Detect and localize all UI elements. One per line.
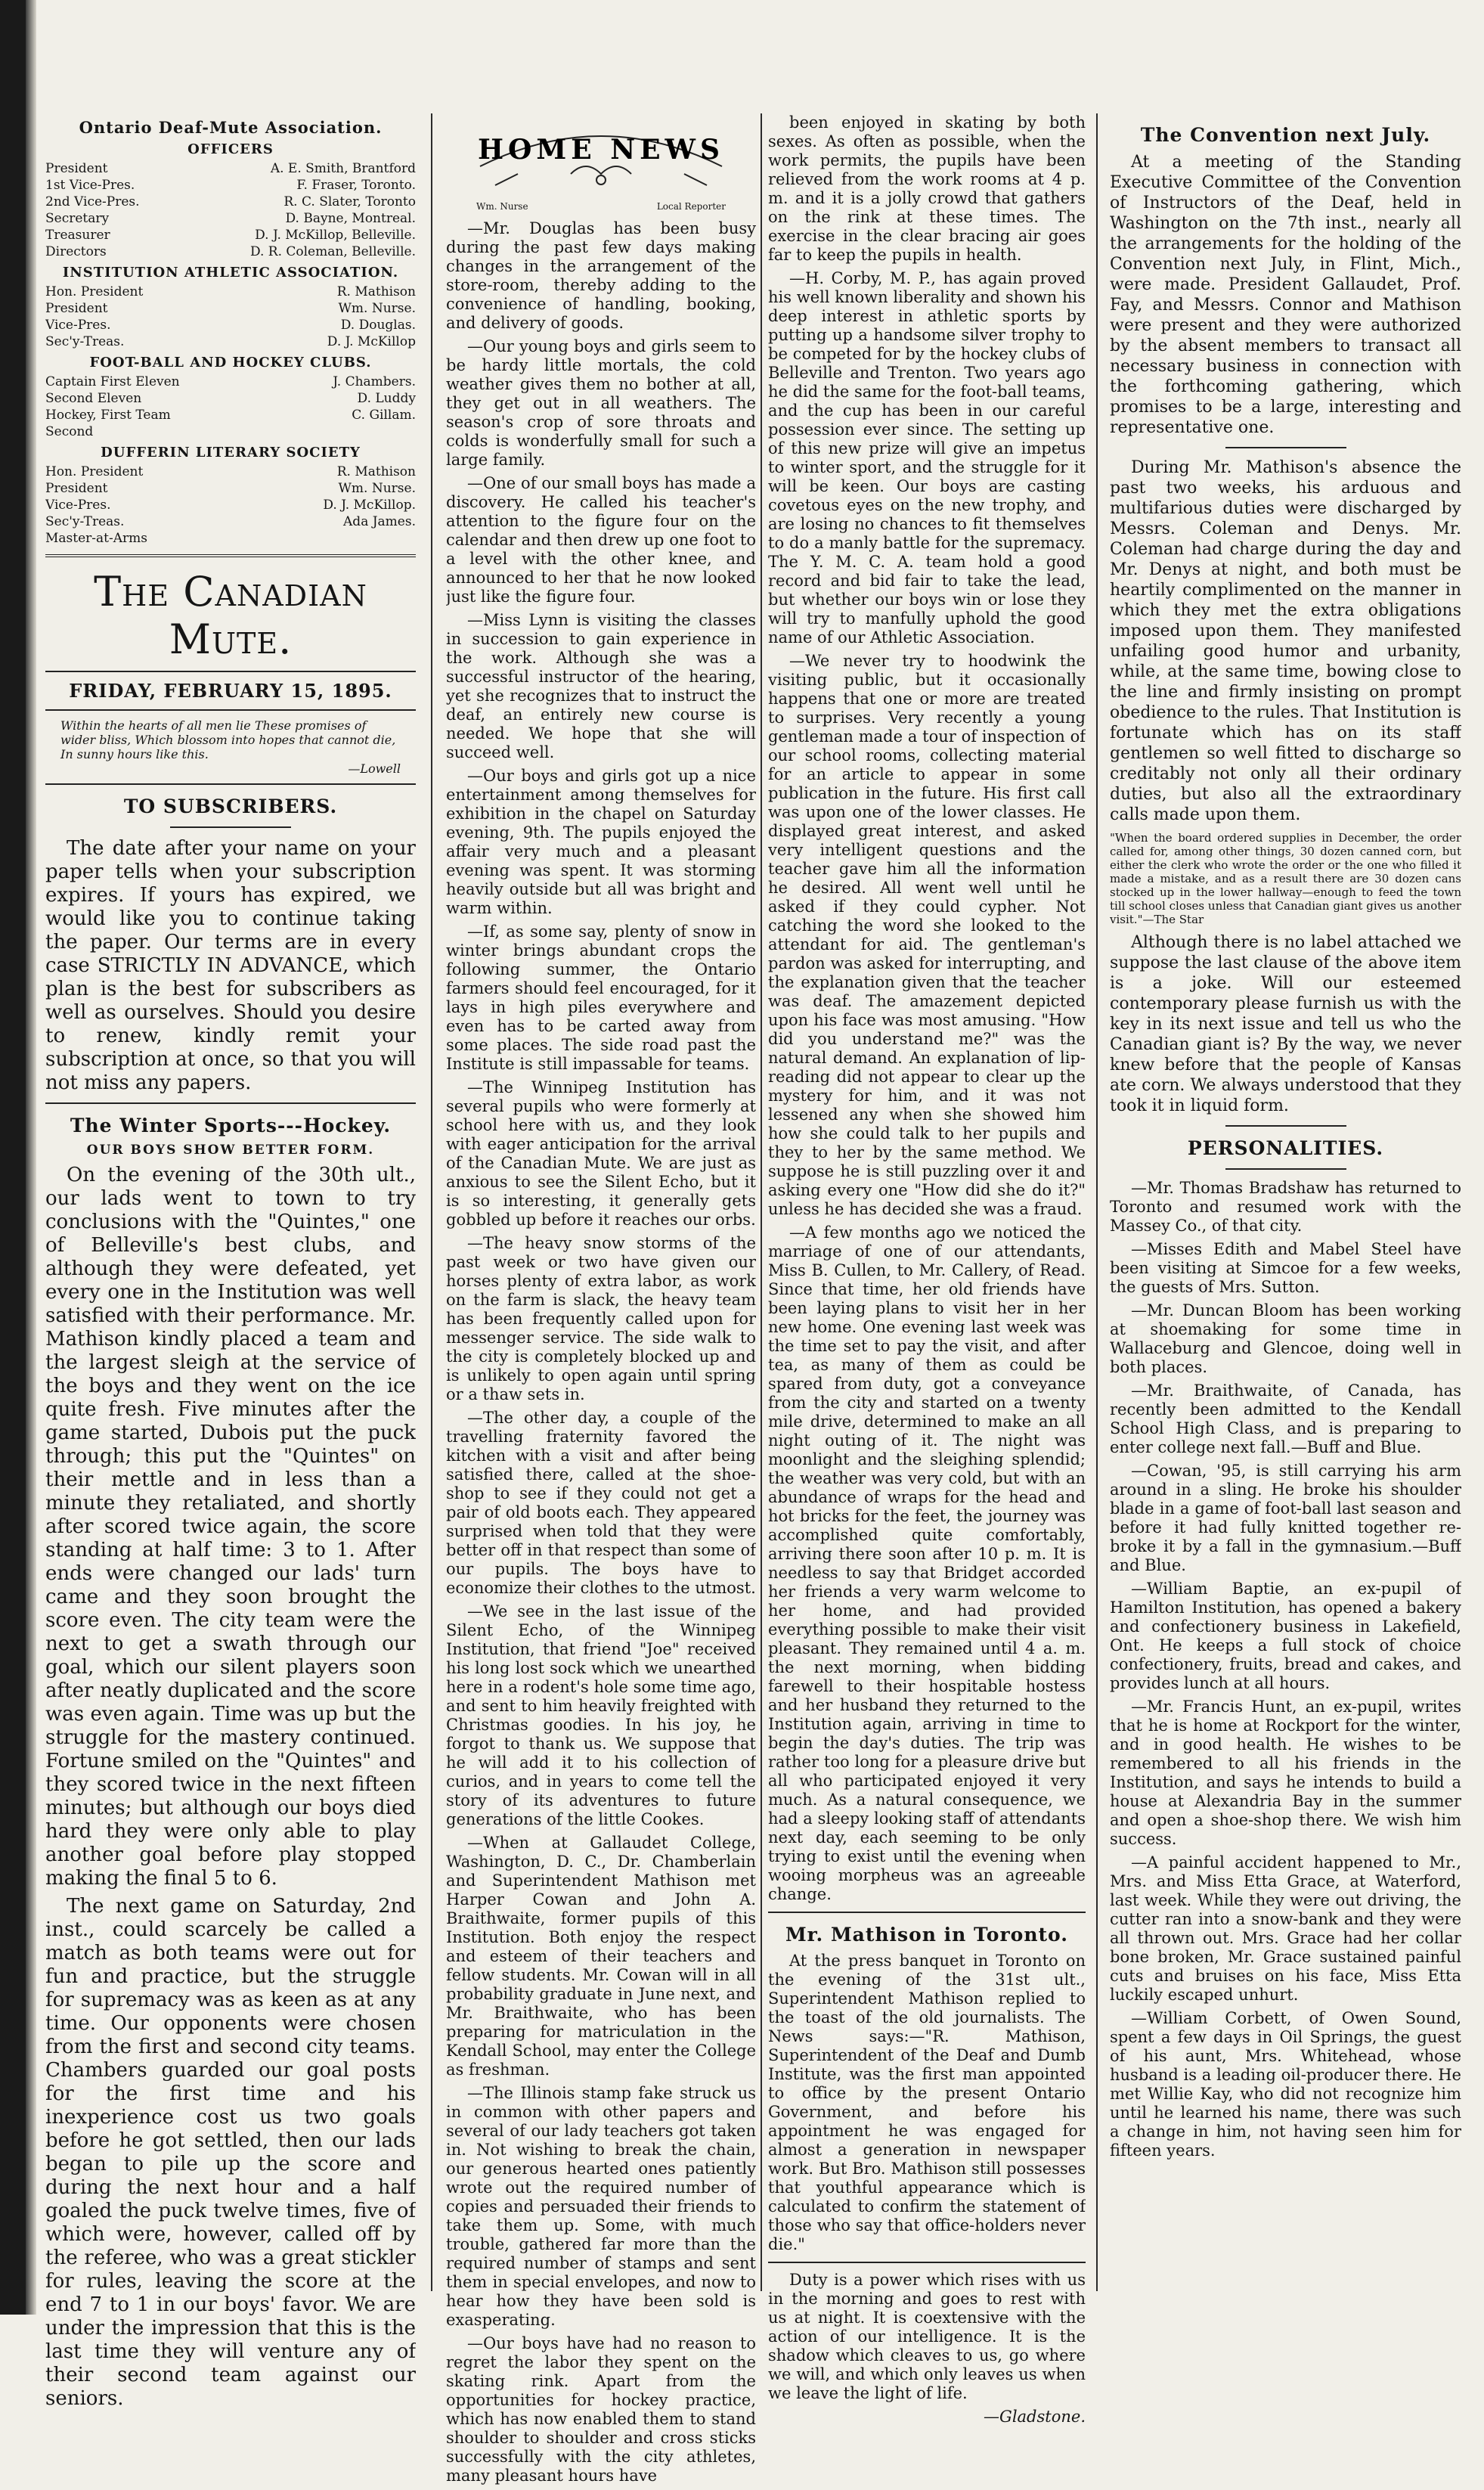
news-item: —One of our small boys has made a discovery. He called his teacher's attention to the figure four on the calendar and then drew up one foot to a level with the other knee, and announced to her that he now looked just like the figure four.	[446, 474, 756, 606]
column-4	[1110, 113, 1461, 2165]
personality-item: —Mr. Thomas Bradshaw has returned to Toronto and resumed work with the Massey Co., of that city.	[1110, 1179, 1461, 1235]
news-item: been enjoyed in skating by both sexes. As often as possible, when the work permits, the pupils have been relieved from the work rooms at 4 p. m. and it is a jolly crowd that gathers on the rink at these times. The exercise in the clear bracing air goes far to keep the pupils in health.	[768, 113, 1086, 264]
officer-row	[45, 177, 416, 194]
association-title: Ontario Deaf-Mute Association.	[79, 118, 383, 137]
officer-role: Hon. President	[45, 284, 144, 299]
star-quote: "When the board ordered supplies in December, the order called for, among other things, 30 dozen canned corn, but either the clerk who wrote the order or the one who filled it made a mistake, and as a result there are 30 dozen cans stocked up in the lower hallway—enough to feed the town till school closes unless that Canadian giant gives us another visit."—The Star	[1110, 831, 1461, 926]
news-item: —Our young boys and girls seem to be hardy little mortals, the cold weather gives them no bother at all, they get out in all weathers. The season's crop of sore throats and colds is wonderfully small for such a large family.	[446, 337, 756, 469]
news-item: —The heavy snow storms of the past week or two have given our horses plenty of extra labor, as work on the farm is slack, the heavy team has been frequently called upon for messenger service. The side walk to the city is completely blocked up and is unlikely to open again until spring or a thaw sets in.	[446, 1234, 756, 1403]
page-binding	[0, 0, 26, 2315]
divider	[45, 1102, 416, 1104]
banner-right-caption: Local Reporter	[656, 201, 726, 212]
officer-name: C. Gillam.	[352, 408, 416, 423]
officer-row	[45, 390, 416, 407]
officer-role: 2nd Vice-Pres.	[45, 194, 140, 209]
officer-name: J. Chambers.	[333, 374, 416, 389]
news-item: —If, as some say, plenty of snow in winter brings abundant crops the following summer, the Ontario farmers should feel encouraged, for it lays in high piles everywhere and even has to be carted away from some places. The side road past the Institute is still impassable for teams.	[446, 923, 756, 1073]
divider	[45, 783, 416, 785]
divider	[768, 1912, 1086, 1913]
page-binding-shadow	[26, 0, 36, 2315]
officer-name: Ada James.	[343, 514, 416, 529]
officer-name: D. J. McKillop.	[323, 498, 416, 513]
divider	[768, 2262, 1086, 2263]
personalities-heading: PERSONALITIES.	[1187, 1137, 1384, 1159]
news-item: —We never try to hoodwink the visiting public, but it occasionally happens that one or more are treated to surprises. Very recently a young gentleman made a tour of inspection of our school rooms, collecting material for an article to appear in some publication in the future. His first call was upon one of the lower classes. He displayed great interest, and asked very intelligent questions and the teacher gave him all the information he desired. All went well until he asked if they could cypher. Not catching the word she looked to the attendant for aid. The gentleman's pardon was asked for interrupting, and the explanation given that the teacher was deaf. The amazement depicted upon his face was most amusing. "How did you understand me?" was the natural demand. An explanation of lip-reading did not appear to clear up the mystery for him, and it was not lessened any when she showed him how she could talk to her pupils and they to her by the same method. We suppose he is still puzzling over it and asking every one "How did she do it?" unless he has decided she was a fraud.	[768, 652, 1086, 1218]
officer-role: Second Eleven	[45, 391, 142, 406]
divider	[1225, 447, 1346, 448]
officer-row	[45, 194, 416, 210]
toronto-heading: Mr. Mathison in Toronto.	[785, 1924, 1068, 1946]
athletic-heading: INSTITUTION ATHLETIC ASSOCIATION.	[62, 265, 399, 281]
officer-row	[45, 300, 416, 317]
officer-role: Captain First Eleven	[45, 374, 180, 389]
divider	[45, 554, 416, 557]
football-heading: FOOT-BALL AND HOCKEY CLUBS.	[89, 355, 372, 371]
personality-item: —William Corbett, of Owen Sound, spent a few days in Oil Springs, the guest of his aunt, Mrs. Whitehead, whose husband is a leading oil-producer there. He met Willie Kay, who did not recognize him until he learned his name, there was such a change in him, not having seen him for fifteen years.	[1110, 2009, 1461, 2160]
motto-verse	[60, 718, 401, 776]
news-item: —Our boys and girls got up a nice entertainment among themselves for exhibition in the chapel on Saturday evening, 9th. The pupils enjoyed the affair very much and a pleasant evening was spent. It was storming heavily outside but all was bright and warm within.	[446, 767, 756, 917]
officer-name: D. Douglas.	[340, 318, 416, 333]
sports-paragraph: On the evening of the 30th ult., our lads went to town to try conclusions with the "Quintes," one of Belleville's best clubs, and although they were defeated, yet every one in the Institution was well satisfied with their performance. Mr. Mathison kindly placed a team and the largest sleigh at the service of the boys and they went on the ice quite fresh. Five minutes after the game started, Dubois put the puck through; this put the "Quintes" on their mettle and in less than a minute they retaliated, and shortly after scored twice again, the score standing at half time: 3 to 1. After ends were changed our lads' turn came and they soon brought the score even. The city team were the next to get a swath through our goal, which our silent players soon after neatly duplicated and the score was even again. Time was up but the struggle for the mastery continued. Fortune smiled on the "Quintes" and they scored twice in the next fifteen minutes; but although our boys died hard they were only able to play another goal before play stopped making the final 5 to 6.	[45, 1164, 416, 1890]
sports-heading: The Winter Sports---Hockey.	[70, 1115, 392, 1136]
association-officers	[45, 118, 416, 547]
column-1	[45, 113, 416, 2415]
convention-paragraph: At a meeting of the Standing Executive Committee of the Convention of Instructors of the Deaf, held in Washington on the 7th inst., nearly all the arrangements for the holding of the Convention next July, in Flint, Mich., were made. President Gallaudet, Prof. Fay, and Messrs. Connor and Mathison were present and they were authorized by the absent members to transact all necessary business in connection with the forthcoming gathering, which promises to be a large, interesting and representative one.	[1110, 153, 1461, 437]
banner-caption	[446, 201, 756, 212]
sports-paragraph: The next game on Saturday, 2nd inst., could scarcely be called a match as both teams were out for fun and practice, but the struggle for supremacy was as keen as at any time. Our opponents were chosen from the first and second city teams. Chambers guarded our goal posts for the first time and his inexperience cost us two goals before he got settled, then our lads began to pile up the score and during the next hour and a half goaled the puck twelve times, five of which were, however, called off by the referee, who was a great stickler for rules, leaving the score at the end 7 to 1 in our boys' favor. We are under the impression that this is the last time they will venture any of their second team against our seniors.	[45, 1895, 416, 2410]
news-item: —The other day, a couple of the travelling fraternity favored the kitchen with a visit and after being satisfied there, called at the shoe-shop to see if they could not get a pair of old boots each. They appeared surprised when told that they were better off in that respect than some of our pupils. The boys have to economize their clothes to the utmost.	[446, 1409, 756, 1597]
officer-row	[45, 513, 416, 530]
personality-item: —Misses Edith and Mabel Steel have been visiting at Simcoe for a few weeks, the guests of Mrs. Sutton.	[1110, 1240, 1461, 1296]
convention-heading: The Convention next July.	[1140, 124, 1431, 146]
news-item: —When at Gallaudet College, Washington, D. C., Dr. Chamberlain and Superintendent Mathison met Harper Cowan and John A. Braithwaite, former pupils of this Institution. Both enjoy the respect and esteem of their teachers and fellow students. Mr. Cowan will in all probability graduate in June next, and Mr. Braithwaite, who has been preparing for matriculation in the Kendall School, may enter the College as freshman.	[446, 1834, 756, 2079]
news-item: —Miss Lynn is visiting the classes in succession to gain experience in the work. Although she was a successful instructor of the hearing, yet she recognizes that to instruct the deaf, an entirely new course is needed. We hope that she will succeed well.	[446, 611, 756, 761]
motto-author: —Lowell	[348, 761, 401, 776]
divider	[1225, 1125, 1346, 1127]
personality-item: —Cowan, '95, is still carrying his arm around in a sling. He broke his shoulder blade in a game of foot-ball last season and before it had fully knitted together re-broke it by a fall in the gymnasium.—Buff and Blue.	[1110, 1462, 1461, 1574]
officer-row	[45, 210, 416, 227]
officer-name: D. R. Coleman, Belleville.	[249, 244, 416, 259]
officer-role: Master-at-Arms	[45, 531, 147, 546]
officer-name: A. E. Smith, Brantford	[270, 161, 416, 176]
officer-row	[45, 407, 416, 423]
officer-name: Wm. Nurse.	[338, 301, 416, 316]
officer-name: Wm. Nurse.	[338, 481, 416, 496]
officer-row	[45, 374, 416, 390]
officer-role: Second	[45, 424, 94, 439]
personality-item: —William Baptie, an ex-pupil of Hamilton Institution, has opened a bakery and confectionery business in Lakefield, Ont. He keeps a full stock of choice confectionery, fruits, bread and cakes, and provides lunch at all hours.	[1110, 1580, 1461, 1692]
convention-paragraph: Although there is no label attached we suppose the last clause of the above item is a joke. Will our esteemed contemporary please furnish us with the key in its next issue and tell us who the Canadian giant is? By the way, we never knew before that the people of Kansas ate corn. We always understood that they took it in liquid form.	[1110, 933, 1461, 1115]
toronto-text: At the press banquet in Toronto on the evening of the 31st ult., Superintendent Mathison replied to the toast of the old journalists. The News says:—"R. Mathison, Superintendent of the Deaf and Dumb Institute, was the first man appointed to office by the present Ontario Government, and before his appointment he was engaged for almost a generation in newspaper work. But Bro. Mathison still possesses that youthful appearance which is calculated to confirm the statement of those who say that office-holders never die."	[768, 1952, 1086, 2253]
officer-row	[45, 333, 416, 350]
subscribers-text: The date after your name on your paper tells when your subscription expires. If yours has expired, we would like you to continue taking the paper. Our terms are in every case STRICTLY IN ADVANCE, which plan is the best for subscribers as well as ourselves. Should you desire to renew, kindly remit your subscription at once, so that you will not miss any papers.	[45, 837, 416, 1094]
officer-row	[45, 284, 416, 300]
home-news-banner	[465, 113, 737, 197]
officer-row	[45, 423, 416, 440]
officer-role: Sec'y-Treas.	[45, 334, 125, 349]
officer-role: Hockey, First Team	[45, 408, 171, 423]
news-item: —We see in the last issue of the Silent Echo, of the Winnipeg Institution, that friend "Joe" received his long lost sock which we unearthed here in a rodent's hole some time ago, and sent to him heavily freighted with Christmas goodies. In his joy, he forgot to thank us. We suppose that he will add it to his collection of curios, and in years to come tell the story of its adventures to future generations of the little Cookes.	[446, 1602, 756, 1828]
officer-role: Hon. President	[45, 464, 144, 479]
officer-role: President	[45, 301, 108, 316]
officer-row	[45, 464, 416, 480]
officers-list	[45, 160, 416, 260]
officer-role: President	[45, 481, 108, 496]
dufferin-heading: DUFFERIN LITERARY SOCIETY	[101, 445, 361, 460]
news-item: —H. Corby, M. P., has again proved his well known liberality and shown his deep interest in athletic sports by putting up a handsome silver trophy to be competed for by the hockey clubs of Belleville and Trenton. Two years ago he did the same for the foot-ball teams, and the cup has been in our careful possession ever since. The setting up of this new prize will give an impetus to winter sport, and the struggle for it will be keen. Our boys are casting covetous eyes on the new trophy, and are losing no chances to fit themselves to do a manly battle for the supremacy. The Y. M. C. A. team hold a good record and bid fair to take the lead, but whether our boys win or lose they will try to manfully uphold the good name of our Athletic Association.	[768, 269, 1086, 647]
news-item: —The Illinois stamp fake struck us in common with other papers and several of our lady teachers got taken in. Not wishing to break the chain, our generous hearted ones patiently wrote out the required number of copies and persuaded their friends to take them up. Some, with much trouble, gathered far more than the required number of stamps and sent them in special envelopes, and now to hear how they have been sold is exasperating.	[446, 2084, 756, 2329]
divider	[170, 826, 291, 828]
officer-row	[45, 160, 416, 177]
officer-role: Secretary	[45, 211, 110, 226]
officer-name: D. J. McKillop, Belleville.	[255, 228, 416, 243]
divider	[1225, 1168, 1346, 1170]
divider	[45, 671, 416, 672]
officer-name: D. Luddy	[357, 391, 416, 406]
officer-role: Vice-Pres.	[45, 498, 111, 513]
news-item: —A few months ago we noticed the marriage of one of our attendants, Miss B. Cullen, to Mr. Callery, of Read. Since that time, her old friends have been laying plans to visit her in her new home. One evening last week was the time set to pay the visit, and after tea, as many of them as could be spared from duty, got a conveyance from the city and started on a twenty mile drive, determined to make an all night outing of it. The night was moonlight and the sleighing splendid; the weather was very cold, but with an abundance of wraps for the head and hot bricks for the feet, the journey was accomplished quite comfortably, arriving there soon after 10 p. m. It is needless to say that Bridget accorded her friends a very warm welcome to her home, and had provided everything possible to make their visit pleasant. They remained until 4 a. m. the next morning, when bidding farewell to their hospitable hostess and her husband they returned to the Institution again, arriving in time to begin the day's duties. The trip was rather too long for a pleasure drive but all who participated enjoyed it very much. As a natural consequence, we had a sleepy looking staff of attendants next day, each seeming to be only trying to exist until the evening when wooing morpheus was an agreeable change.	[768, 1223, 1086, 1903]
column-2	[446, 113, 756, 2490]
divider	[45, 709, 416, 711]
personality-item: —A painful accident happened to Mr., Mrs. and Miss Etta Grace, at Waterford, last week. While they were out driving, the cutter ran into a snow-bank and they were all thrown out. Mrs. Grace had her collar bone broken, Mr. Grace sustained painful cuts and bruises on his face, Miss Etta luckily escaped unhurt.	[1110, 1853, 1461, 2004]
column-rule	[1096, 113, 1098, 2291]
officer-row	[45, 227, 416, 243]
motto-text: Within the hearts of all men lie These promises of wider bliss, Which blossom into hopes that cannot die, In sunny hours like this.	[60, 718, 396, 761]
personality-item: —Mr. Duncan Bloom has been working at shoemaking for some time in Wallaceburg and Glencoe, doing well in both places.	[1110, 1301, 1461, 1376]
officer-name: R. Mathison	[336, 284, 416, 299]
officers-heading: OFFICERS	[187, 141, 274, 157]
banner-title: HOME NEWS	[478, 134, 724, 166]
officer-row	[45, 317, 416, 333]
news-item: —Mr. Douglas has been busy during the past few days making changes in the arrangement of the store-room, thereby adding to the convenience of handling, booking, and delivery of goods.	[446, 219, 756, 332]
masthead-title: The Canadian Mute.	[94, 568, 367, 663]
news-item: —Our boys have had no reason to regret the labor they spent on the skating rink. Apart from the opportunities for hockey practice, which has now enabled them to stand shoulder to shoulder and cross sticks successfully with the city athletes, many pleasant hours have	[446, 2334, 756, 2485]
officer-row	[45, 497, 416, 513]
football-list	[45, 374, 416, 440]
personality-item: —Mr. Francis Hunt, an ex-pupil, writes that he is home at Rockport for the winter, and in good health. He wishes to be remembered to all his friends in the Institution, and says he intends to build a house at Alexandria Bay in the summer and open a shoe-shop there. We wish him success.	[1110, 1698, 1461, 1848]
duty-text: Duty is a power which rises with us in the morning and goes to rest with us at night. It is coextensive with the action of our intelligence. It is the shadow which cleaves to us, go where we will, and which only leaves us when we leave the light of life.	[768, 2271, 1086, 2402]
sports-subheading: OUR BOYS SHOW BETTER FORM.	[86, 1143, 375, 1158]
column-rule	[431, 113, 432, 2291]
home-news-items	[446, 219, 756, 2485]
officer-role: President	[45, 161, 108, 176]
officer-row	[45, 243, 416, 260]
officer-role: Vice-Pres.	[45, 318, 111, 333]
officer-row	[45, 530, 416, 547]
column-3	[768, 113, 1086, 2431]
officer-role: 1st Vice-Pres.	[45, 178, 135, 193]
column-rule	[761, 113, 762, 2291]
officer-name: R. Mathison	[336, 464, 416, 479]
subscribers-heading: TO SUBSCRIBERS.	[123, 795, 338, 817]
officer-name: D. Bayne, Montreal.	[285, 211, 416, 226]
personality-item: —Mr. Braithwaite, of Canada, has recently been admitted to the Kendall School High Class, and is preparing to enter college next fall.—Buff and Blue.	[1110, 1381, 1461, 1456]
issue-date: FRIDAY, FEBRUARY 15, 1895.	[69, 680, 392, 702]
news-items	[768, 113, 1086, 1904]
dufferin-list	[45, 464, 416, 547]
officer-role: Treasurer	[45, 228, 110, 243]
athletic-list	[45, 284, 416, 350]
news-item: —The Winnipeg Institution has several pupils who were formerly at school here with us, and they look with eager anticipation for the arrival of the Canadian Mute. We are just as anxious to see the Silent Echo, but it is so interesting, it generally gets gobbled up before it reaches our orbs.	[446, 1078, 756, 1229]
officer-role: Directors	[45, 244, 107, 259]
convention-paragraph: During Mr. Mathison's absence the past two weeks, his arduous and multifarious duties were discharged by Messrs. Coleman and Denys. Mr. Coleman had charge during the day and Mr. Denys at night, and both must be heartily complimented on the manner in which they met the extra obligations imposed upon them. They manifested unfailing good humor and urbanity, while, at the same time, bowing close to the line and firmly insisting on prompt obedience to the rules. That Institution is fortunate which has on its staff gentlemen so well fitted to discharge so creditably not only all their ordinary duties, but also all the extraordinary calls made upon them.	[1110, 458, 1461, 824]
officer-name: D. J. McKillop	[327, 334, 416, 349]
officer-row	[45, 480, 416, 497]
officer-name: F. Fraser, Toronto.	[296, 178, 416, 193]
officer-name: R. C. Slater, Toronto	[283, 194, 416, 209]
duty-signature: —Gladstone.	[984, 2408, 1086, 2426]
officer-role: Sec'y-Treas.	[45, 514, 125, 529]
banner-left-caption: Wm. Nurse	[476, 201, 528, 212]
personalities-items	[1110, 1179, 1461, 2160]
